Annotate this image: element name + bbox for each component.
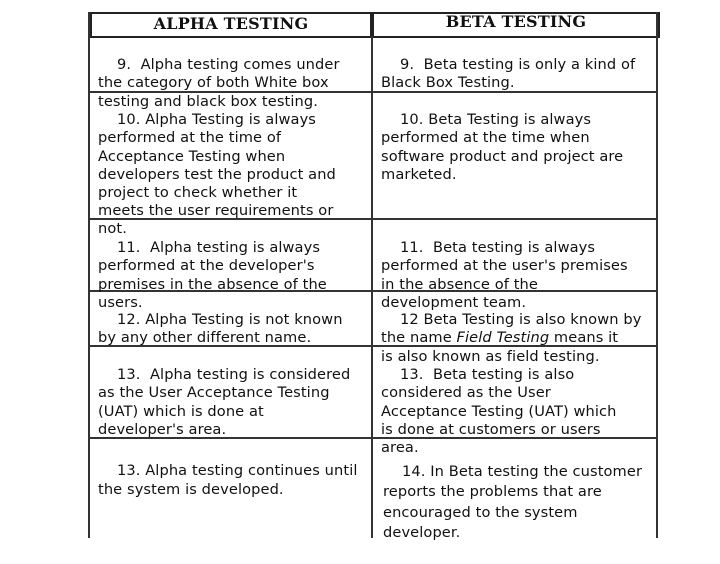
- beta-cell-12-text-b: means it is also known as field testing.: [381, 329, 619, 365]
- alpha-cell-12: [90, 292, 371, 347]
- beta-cell-10: [373, 92, 656, 220]
- beta-cell-14: [373, 439, 656, 541]
- alpha-cell-13b: [90, 439, 371, 538]
- beta-cell-12: [373, 292, 656, 365]
- header-beta-label: BETA TESTING: [445, 12, 587, 31]
- header-beta: [372, 12, 660, 38]
- alpha-cell-10-text: 10. Alpha Testing is always performed at the time of Acceptance Testing when developers test the product and project to check whether it meets the user requirements or not.: [98, 111, 336, 238]
- beta-cell-12-text-a: 12 Beta Testing is also known by the name: [381, 311, 642, 347]
- alpha-cell-10: [90, 92, 371, 238]
- comparison-table: [88, 10, 660, 541]
- beta-cell-9-text: 9. Beta testing is only a kind of Black Box Testing.: [381, 56, 636, 92]
- alpha-cell-13: [90, 347, 371, 438]
- alpha-cell-9-text: 9. Alpha testing comes under the category of both White box testing and black box testing.: [98, 56, 340, 110]
- beta-cell-13-text: 13. Beta testing is also considered as the User Acceptance Testing (UAT) which is done at customers or users area.: [381, 366, 617, 457]
- header-alpha: [90, 12, 372, 38]
- beta-cell-11: [373, 220, 656, 311]
- alpha-cell-13-text: 13. Alpha testing is considered as the User Acceptance Testing (UAT) which is done at developer's area.: [98, 366, 351, 438]
- beta-cell-12-italic: Field Testing: [456, 329, 550, 347]
- beta-cell-13: [373, 347, 656, 457]
- header-alpha-label: ALPHA TESTING: [153, 14, 309, 33]
- beta-cell-11-text: 11. Beta testing is always performed at the user's premises in the absence of the development team.: [381, 239, 628, 311]
- alpha-cell-13b-text: 13. Alpha testing continues until the system is developed.: [98, 461, 358, 498]
- alpha-cell-11-text: 11. Alpha testing is always performed at the developer's premises in the absence of the users.: [98, 239, 327, 311]
- alpha-cell-11: [90, 220, 371, 311]
- beta-cell-9: [373, 37, 656, 93]
- beta-cell-10-text: 10. Beta Testing is always performed at the time when software product and project are marketed.: [381, 111, 624, 183]
- alpha-cell-9: [90, 37, 371, 110]
- alpha-cell-12-text: 12. Alpha Testing is not known by any other different name.: [98, 311, 343, 347]
- beta-cell-14-text: 14. In Beta testing the customer reports the problems that are encouraged to the system developer.: [383, 462, 643, 541]
